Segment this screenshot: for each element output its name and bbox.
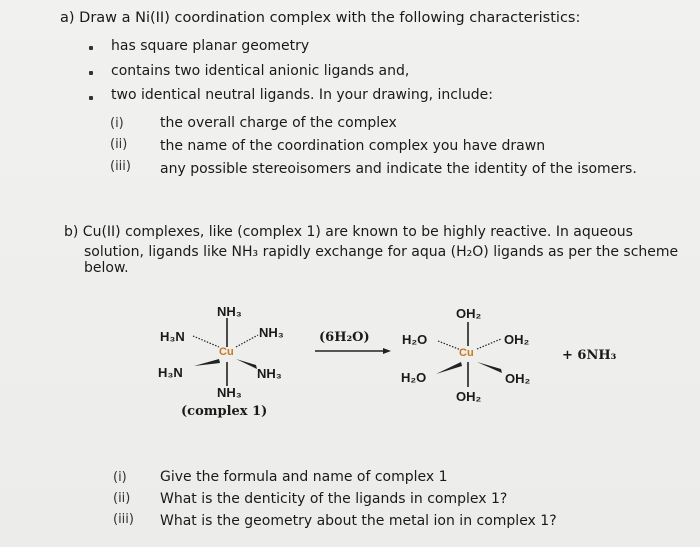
right-ligand-lower-left: H₂O — [401, 370, 427, 385]
part-b-question-2-number: (ii) — [113, 491, 131, 506]
right-metal-center: Cu — [459, 347, 474, 359]
part-a-item-2-number: (ii) — [110, 137, 128, 152]
left-metal-center: Cu — [219, 346, 234, 358]
right-ligand-top: OH₂ — [456, 306, 482, 321]
right-ligand-lower-right: OH₂ — [505, 371, 531, 386]
part-a-bullet-1: has square planar geometry — [111, 38, 310, 54]
reagent-label: (6H₂O) — [319, 330, 370, 345]
part-b-intro-line-2: solution, ligands like NH₃ rapidly exchange for aqua (H₂O) ligands as per the scheme — [84, 244, 679, 260]
left-ligand-top: NH₃ — [217, 304, 242, 319]
right-ligand-upper-right: OH₂ — [504, 332, 530, 347]
part-a-item-3-text: any possible stereoisomers and indicate the identity of the isomers. — [160, 161, 637, 177]
part-a-bullet-2: contains two identical anionic ligands and, — [111, 63, 410, 79]
part-b-question-2-text: What is the denticity of the ligands in complex 1? — [160, 491, 508, 507]
part-a-heading: a) Draw a Ni(II) coordination complex with the following characteristics: — [60, 10, 581, 26]
part-b-question-3-text: What is the geometry about the metal ion in complex 1? — [160, 513, 557, 529]
part-b-question-1-number: (i) — [113, 470, 127, 485]
bond-hashed-upper-right — [236, 335, 258, 347]
left-ligand-lower-right: NH₃ — [257, 366, 282, 381]
part-a-item-3-number: (iii) — [110, 159, 131, 174]
part-b-intro-line-3: below. — [84, 260, 129, 276]
part-b-intro-line-1: b) Cu(II) complexes, like (complex 1) are known to be highly reactive. In aqueous — [64, 224, 633, 240]
bond-hashed-upper-left-aqua — [438, 341, 461, 350]
part-a-item-2-text: the name of the coordination complex you have drawn — [160, 138, 546, 154]
bond-wedge-lower-right — [236, 359, 257, 369]
bond-wedge-lower-left — [194, 359, 220, 366]
left-ligand-upper-left: H₃N — [160, 329, 185, 344]
left-ligand-upper-right: NH₃ — [259, 325, 284, 340]
part-a-bullet-3: two identical neutral ligands. In your drawing, include: — [111, 87, 493, 103]
byproduct-label: + 6NH₃ — [562, 348, 617, 363]
left-ligand-bottom: NH₃ — [217, 385, 242, 400]
part-a-item-1-number: (i) — [110, 116, 124, 131]
complex-1-caption: (complex 1) — [181, 404, 268, 419]
part-b-question-3-number: (iii) — [113, 512, 134, 527]
reaction-arrow-head — [383, 348, 391, 354]
bond-wedge-lower-right-aqua — [477, 362, 502, 373]
left-ligand-lower-left: H₃N — [158, 365, 183, 380]
part-a-item-1-text: the overall charge of the complex — [160, 115, 397, 131]
bond-hashed-upper-right-aqua — [477, 339, 501, 349]
bond-wedge-lower-left-aqua — [436, 362, 462, 374]
right-ligand-bottom: OH₂ — [456, 389, 482, 404]
part-b-question-1-text: Give the formula and name of complex 1 — [160, 469, 448, 485]
bond-hashed-upper-left — [193, 336, 219, 347]
right-ligand-upper-left: H₂O — [402, 332, 428, 347]
